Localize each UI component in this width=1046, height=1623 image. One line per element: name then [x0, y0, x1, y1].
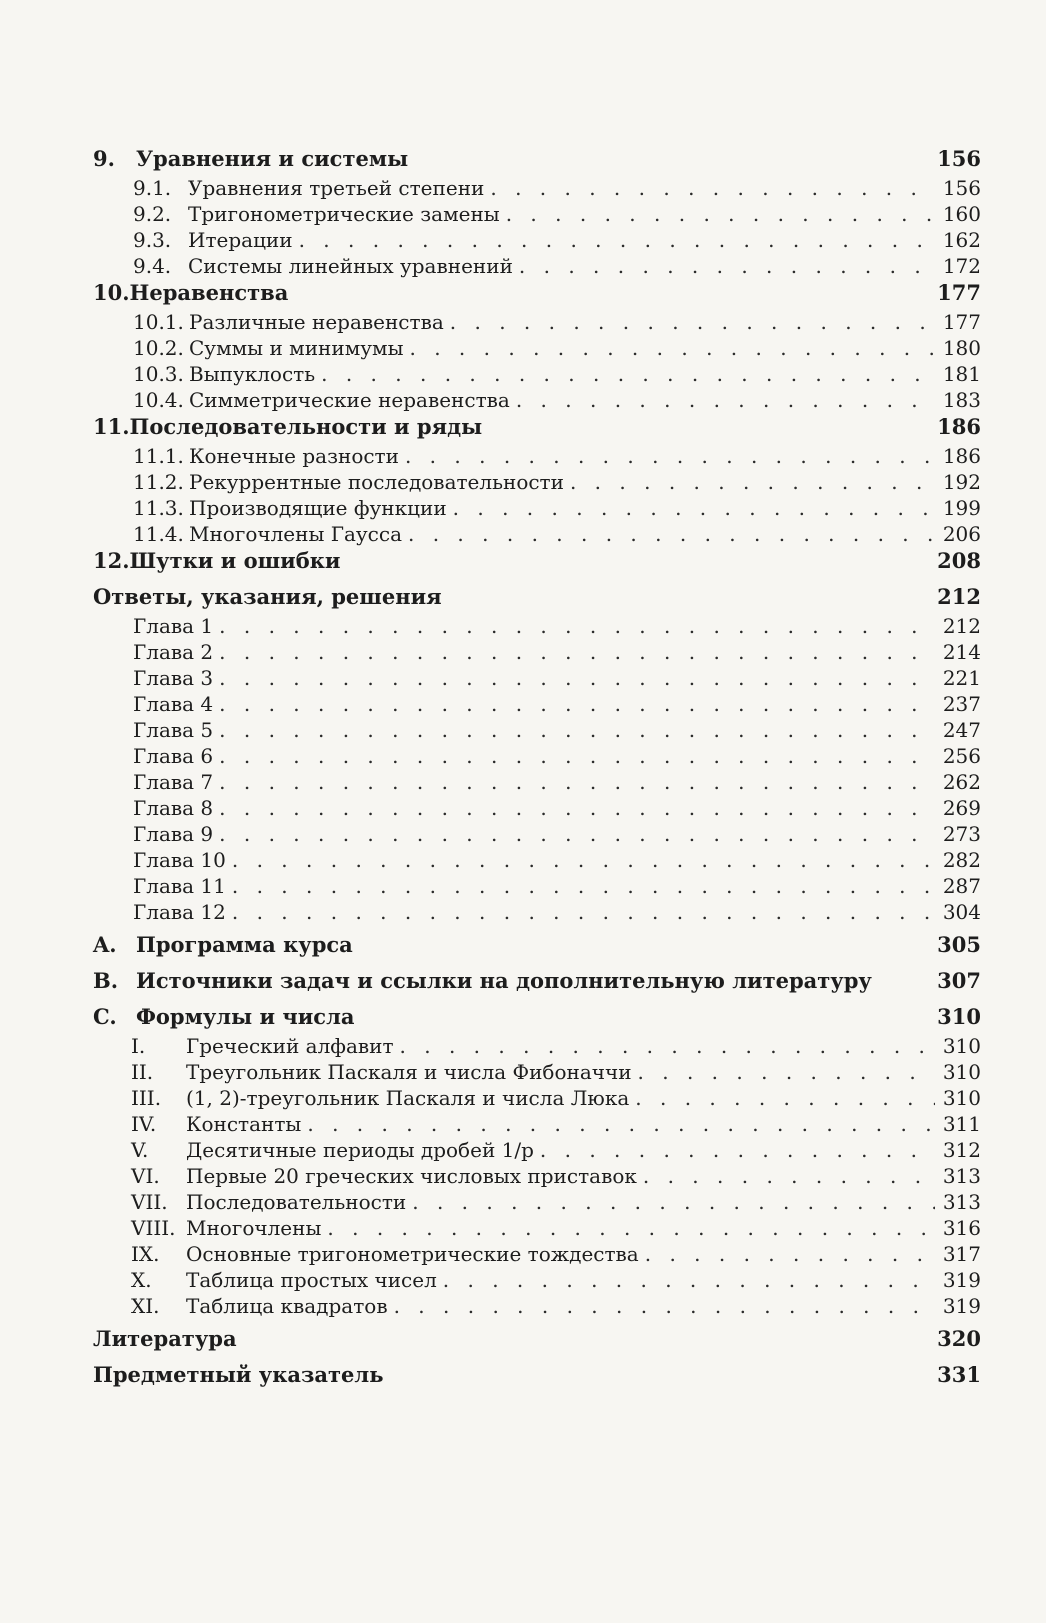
section-number: II.	[131, 1060, 154, 1084]
section-page: 212	[942, 614, 981, 638]
section-page: 310	[942, 1086, 981, 1110]
section-page: 282	[942, 848, 981, 872]
section-page: 316	[942, 1216, 981, 1240]
chapter-title: Формулы и числа	[136, 1004, 355, 1029]
toc-entry	[93, 254, 981, 280]
section-number: 11.1.	[133, 444, 184, 468]
section-number: IX.	[131, 1242, 160, 1266]
section-title: Выпуклость	[189, 362, 316, 386]
section-page: 172	[942, 254, 981, 278]
chapter-title: Неравенства	[129, 280, 289, 305]
section-title: Конечные разности	[189, 444, 399, 468]
section-title: Суммы и минимумы	[189, 336, 404, 360]
section-number: 10.1.	[133, 310, 184, 334]
toc-entry	[93, 444, 981, 470]
chapter-page: 208	[937, 548, 981, 573]
chapter-title: Последовательности и ряды	[129, 414, 483, 439]
chapter-page: 177	[937, 280, 981, 305]
section-page: 262	[942, 770, 981, 794]
section-title: Уравнения третьей степени	[188, 176, 485, 200]
toc-entry	[93, 744, 981, 770]
section-title: Глава 1	[133, 614, 214, 638]
chapter-page: 305	[937, 932, 981, 957]
section-page: 287	[942, 874, 981, 898]
section-number: III.	[131, 1086, 162, 1110]
section-page: 181	[942, 362, 981, 386]
toc-chapter-11	[93, 414, 981, 444]
section-page: 162	[942, 228, 981, 252]
section-page: 273	[942, 822, 981, 846]
section-page: 214	[942, 640, 981, 664]
toc-entry	[93, 1112, 981, 1138]
toc-appendix-c	[93, 1004, 981, 1034]
section-title: Глава 10	[133, 848, 226, 872]
section-page: 221	[942, 666, 981, 690]
section-page: 312	[942, 1138, 981, 1162]
toc-appendix-b	[93, 968, 981, 998]
chapter-page: 307	[937, 968, 981, 993]
section-number: VII.	[131, 1190, 168, 1214]
toc-entry	[93, 666, 981, 692]
toc-entry	[93, 1164, 981, 1190]
chapter-title: Уравнения и системы	[136, 146, 409, 171]
section-page: 304	[942, 900, 981, 924]
section-page: 177	[942, 310, 981, 334]
section-title: Итерации	[188, 228, 293, 252]
section-page: 180	[942, 336, 981, 360]
toc-entry	[93, 1216, 981, 1242]
section-number: 10.2.	[133, 336, 184, 360]
section-title: Глава 2	[133, 640, 214, 664]
section-number: 9.1.	[133, 176, 172, 200]
toc-entry	[93, 228, 981, 254]
section-title: Симметрические неравенства	[189, 388, 510, 412]
section-title: Различные неравенства	[189, 310, 444, 334]
toc-entry	[93, 1060, 981, 1086]
toc-entry	[93, 874, 981, 900]
toc-entry	[93, 1268, 981, 1294]
toc-chapter-10	[93, 280, 981, 310]
toc-entry	[93, 692, 981, 718]
chapter-title: Литература	[93, 1326, 237, 1351]
toc-entry	[93, 1086, 981, 1112]
toc-entry	[93, 614, 981, 640]
toc-entry	[93, 770, 981, 796]
toc-appendix-a	[93, 932, 981, 962]
section-page: 317	[942, 1242, 981, 1266]
toc-entry	[93, 1138, 981, 1164]
section-title: Глава 9	[133, 822, 214, 846]
chapter-title: Источники задач и ссылки на дополнительную литературу	[136, 968, 872, 993]
section-number: 9.4.	[133, 254, 172, 278]
toc-entry	[93, 1190, 981, 1216]
section-title: Глава 7	[133, 770, 214, 794]
chapter-page: 320	[937, 1326, 981, 1351]
section-title: Таблица простых чисел	[186, 1268, 437, 1292]
chapter-page: 212	[937, 584, 981, 609]
toc-entry	[93, 1294, 981, 1320]
toc-entry	[93, 336, 981, 362]
section-title: Глава 5	[133, 718, 214, 742]
section-number: VIII.	[131, 1216, 176, 1240]
section-title: Глава 11	[133, 874, 226, 898]
chapter-title: Ответы, указания, решения	[93, 584, 442, 609]
toc-entry	[93, 900, 981, 926]
section-title: Основные тригонометрические тождества	[186, 1242, 639, 1266]
chapter-page: 156	[937, 146, 981, 171]
section-title: Глава 4	[133, 692, 214, 716]
chapter-page: 331	[937, 1362, 981, 1387]
section-page: 160	[942, 202, 981, 226]
section-number: XI.	[131, 1294, 160, 1318]
section-title: Многочлены	[186, 1216, 322, 1240]
toc-entry	[93, 470, 981, 496]
section-number: X.	[131, 1268, 152, 1292]
section-page: 310	[942, 1060, 981, 1084]
section-number: 10.3.	[133, 362, 184, 386]
toc-entry	[93, 640, 981, 666]
section-number: IV.	[131, 1112, 157, 1136]
table-of-contents	[93, 146, 981, 1392]
section-title: Производящие функции	[189, 496, 447, 520]
section-title: Греческий алфавит	[186, 1034, 394, 1058]
section-page: 186	[942, 444, 981, 468]
section-number: 10.4.	[133, 388, 184, 412]
section-page: 319	[942, 1268, 981, 1292]
section-title: Последовательности	[186, 1190, 407, 1214]
chapter-number: 9.	[93, 146, 115, 171]
section-title: Первые 20 греческих числовых приставок	[186, 1164, 637, 1188]
section-number: 11.3.	[133, 496, 184, 520]
toc-literature	[93, 1326, 981, 1356]
section-page: 269	[942, 796, 981, 820]
section-number: 11.4.	[133, 522, 184, 546]
section-title: (1, 2)-треугольник Паскаля и числа Люка	[186, 1086, 630, 1110]
section-number: VI.	[131, 1164, 160, 1188]
toc-entry	[93, 310, 981, 336]
chapter-page: 310	[937, 1004, 981, 1029]
toc-entry	[93, 1034, 981, 1060]
section-page: 311	[942, 1112, 981, 1136]
toc-entry	[93, 202, 981, 228]
section-number: V.	[131, 1138, 149, 1162]
toc-index	[93, 1362, 981, 1392]
toc-chapter-12	[93, 548, 981, 578]
section-page: 199	[942, 496, 981, 520]
section-page: 313	[942, 1164, 981, 1188]
chapter-title: Программа курса	[136, 932, 353, 957]
toc-entry	[93, 796, 981, 822]
section-title: Глава 12	[133, 900, 226, 924]
toc-entry	[93, 362, 981, 388]
chapter-page: 186	[937, 414, 981, 439]
section-title: Глава 3	[133, 666, 214, 690]
toc-entry	[93, 176, 981, 202]
toc-entry	[93, 718, 981, 744]
section-title: Таблица квадратов	[186, 1294, 388, 1318]
section-title: Глава 8	[133, 796, 214, 820]
toc-entry	[93, 496, 981, 522]
section-number: 9.2.	[133, 202, 172, 226]
section-title: Десятичные периоды дробей 1/p	[186, 1138, 534, 1162]
section-page: 156	[942, 176, 981, 200]
toc-entry	[93, 1242, 981, 1268]
section-title: Системы линейных уравнений	[188, 254, 513, 278]
section-number: I.	[131, 1034, 146, 1058]
toc-chapter-9	[93, 146, 981, 176]
toc-entry	[93, 522, 981, 548]
chapter-number: B.	[93, 968, 119, 993]
chapter-title: Шутки и ошибки	[129, 548, 341, 573]
section-number: 9.3.	[133, 228, 172, 252]
section-page: 192	[942, 470, 981, 494]
chapter-title: Предметный указатель	[93, 1362, 384, 1387]
chapter-number: 10.	[93, 280, 130, 305]
chapter-number: A.	[93, 932, 117, 957]
chapter-number: 11.	[93, 414, 130, 439]
section-page: 247	[942, 718, 981, 742]
section-title: Константы	[186, 1112, 302, 1136]
section-page: 183	[942, 388, 981, 412]
toc-entry	[93, 822, 981, 848]
section-page: 256	[942, 744, 981, 768]
toc-answers	[93, 584, 981, 614]
section-title: Глава 6	[133, 744, 214, 768]
section-title: Треугольник Паскаля и числа Фибоначчи	[186, 1060, 632, 1084]
section-title: Тригонометрические замены	[188, 202, 500, 226]
section-number: 11.2.	[133, 470, 184, 494]
section-page: 313	[942, 1190, 981, 1214]
section-title: Рекуррентные последовательности	[189, 470, 564, 494]
chapter-number: 12.	[93, 548, 130, 573]
chapter-number: C.	[93, 1004, 117, 1029]
toc-entry	[93, 848, 981, 874]
section-title: Многочлены Гаусса	[189, 522, 402, 546]
toc-entry	[93, 388, 981, 414]
section-page: 319	[942, 1294, 981, 1318]
section-page: 237	[942, 692, 981, 716]
section-page: 206	[942, 522, 981, 546]
section-page: 310	[942, 1034, 981, 1058]
